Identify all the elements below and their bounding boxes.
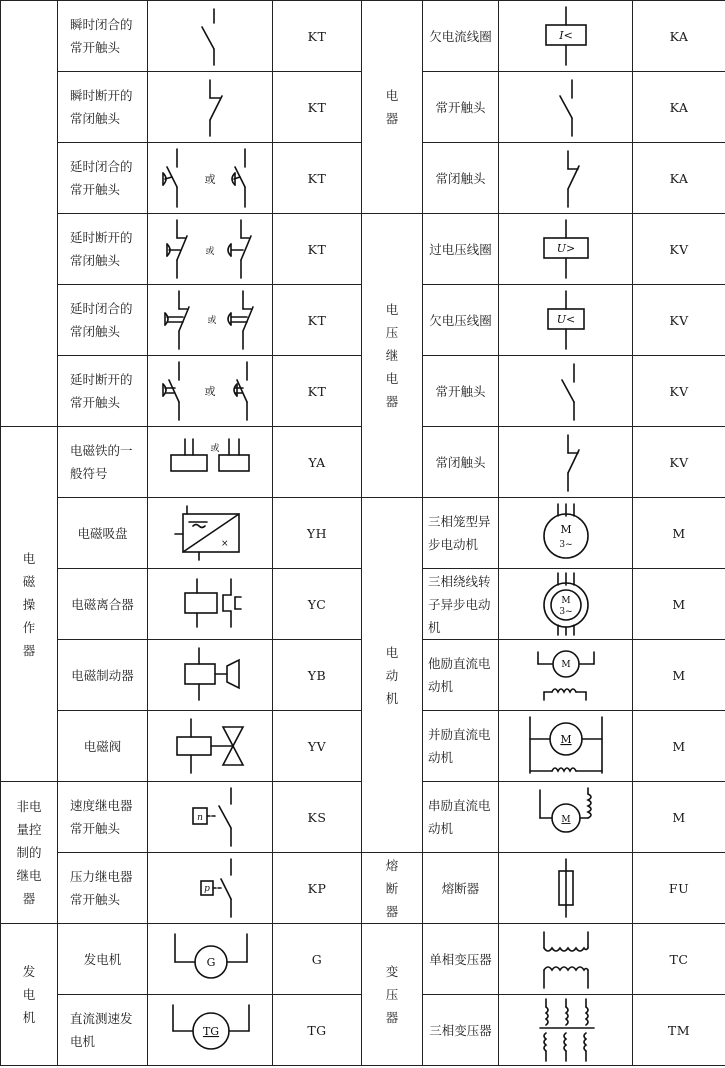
table-row [1,853,725,924]
fuse-icon [516,855,616,921]
table-row [1,924,725,995]
delay-close-nc-contact-icon [155,287,265,353]
symbol-cell [148,498,273,569]
symbol-name: 三相变压器 [423,995,499,1066]
symbol-name: 直流测速发电机 [58,995,148,1066]
single-phase-transformer-icon [516,926,616,992]
nc-contact-icon [516,145,616,211]
overvoltage-coil-icon [516,216,616,282]
symbol-cell [499,72,633,143]
symbol-code: TG [273,995,362,1066]
symbol-code: YV [273,711,362,782]
relay-mark: p [204,884,210,894]
symbol-code: KT [273,143,362,214]
symbol-code: KV [633,356,725,427]
generator-mark: G [206,956,216,969]
delay-open-nc-contact-icon [155,216,265,282]
symbol-cell [499,640,633,711]
category-transformers: 变压器 [362,924,423,1066]
symbol-code: KV [633,427,725,498]
symbol-name: 速度继电器常开触头 [58,782,148,853]
symbol-code: KV [633,214,725,285]
symbol-code: YB [273,640,362,711]
symbol-name: 欠电流线圈 [423,1,499,72]
category-motors: 电动机 [362,498,423,853]
symbol-name: 欠电压线圈 [423,285,499,356]
category-electromagnetic-actuators: 电磁操作器 [1,427,58,782]
symbol-code: KA [633,72,725,143]
generator-icon [155,926,265,992]
symbol-cell [499,427,633,498]
symbol-name: 常闭触头 [423,427,499,498]
motor-mark: M [560,815,571,825]
symbol-name: 电磁吸盘 [58,498,148,569]
symbol-cell [499,782,633,853]
or-label: 或 [205,247,215,257]
symbol-name: 电磁阀 [58,711,148,782]
table-row [1,498,725,569]
category-fuse: 熔断器 [362,853,423,924]
symbol-name: 单相变压器 [423,924,499,995]
separately-excited-motor-icon [516,642,616,708]
symbol-name: 三相绕线转子异步电动机 [423,569,499,640]
symbol-code: KT [273,72,362,143]
symbol-name: 常闭触头 [423,143,499,214]
symbol-cell [499,285,633,356]
symbol-code: M [633,498,725,569]
magnetic-chuck-icon [155,500,265,566]
undervoltage-coil-icon [516,287,616,353]
symbol-code: G [273,924,362,995]
symbol-cell [499,924,633,995]
table-row [1,1,725,72]
speed-relay-contact-icon [155,784,265,850]
symbol-cell [148,356,273,427]
pressure-relay-contact-icon [155,855,265,921]
symbol-name: 电磁离合器 [58,569,148,640]
dc-tachogenerator-icon [155,997,265,1063]
symbol-name: 他励直流电动机 [423,640,499,711]
no-contact-icon [516,74,616,140]
no-contact-icon [516,358,616,424]
or-label: 或 [210,444,220,454]
symbol-code: KT [273,214,362,285]
category-voltage-relay: 电压继电器 [362,214,423,498]
symbol-cell [148,1,273,72]
solenoid-valve-icon [155,713,265,779]
shunt-motor-icon [516,713,616,779]
symbol-cell [148,924,273,995]
symbol-code: M [633,569,725,640]
wound-rotor-motor-icon [516,571,616,637]
symbol-cell [499,711,633,782]
motor-mark: M [560,660,571,670]
symbol-name: 常开触头 [423,72,499,143]
or-label: 或 [204,385,216,398]
motor-phase-mark: 3~ [558,540,573,550]
instant-close-no-contact-icon [180,3,240,69]
symbol-cell [148,72,273,143]
nc-contact-icon [516,429,616,495]
delay-open-no-contact-icon [155,358,265,424]
category-nonelectric-relays: 非电量控制的继电器 [1,782,58,924]
symbol-code: TM [633,995,725,1066]
symbol-code: KS [273,782,362,853]
coil-mark: U< [556,313,575,326]
squirrel-cage-motor-icon [516,500,616,566]
coil-mark: I< [558,29,573,42]
symbol-name: 压力继电器常开触头 [58,853,148,924]
symbol-code: KT [273,285,362,356]
symbol-cell [148,995,273,1066]
symbol-code: KP [273,853,362,924]
symbol-code: FU [633,853,725,924]
symbol-name: 三相笼型异步电动机 [423,498,499,569]
symbol-name: 常开触头 [423,356,499,427]
electromagnet-icon [155,429,265,495]
symbol-code: KA [633,143,725,214]
symbol-code: KV [633,285,725,356]
symbol-cell [148,640,273,711]
symbol-name: 延时断开的常开触头 [58,356,148,427]
symbol-name: 延时闭合的常闭触头 [58,285,148,356]
symbol-cell [499,498,633,569]
symbol-code: YA [273,427,362,498]
symbol-cell [499,1,633,72]
instant-open-nc-contact-icon [180,74,240,140]
symbol-cell [499,143,633,214]
symbol-name: 瞬时断开的常闭触头 [58,72,148,143]
symbol-cell [148,711,273,782]
symbol-code: KT [273,1,362,72]
category-current-relay: 电器 [362,1,423,214]
symbol-cell [499,995,633,1066]
symbol-name: 并励直流电动机 [423,711,499,782]
symbol-cell [499,356,633,427]
symbol-cell [499,569,633,640]
three-phase-transformer-icon [516,997,616,1063]
or-label: 或 [207,316,217,326]
series-motor-icon [516,784,616,850]
or-label: 或 [204,173,216,186]
magnetic-clutch-icon [155,571,265,637]
symbol-name: 熔断器 [423,853,499,924]
symbol-cell [148,427,273,498]
table-row [1,214,725,285]
symbol-cell [148,782,273,853]
symbol-cell [148,853,273,924]
symbol-cell [499,214,633,285]
symbol-cell [148,285,273,356]
motor-mark: M [560,596,571,606]
generator-mark: TG [202,1025,220,1038]
undercurrent-coil-icon [516,3,616,69]
symbol-name: 瞬时闭合的常开触头 [58,1,148,72]
symbol-name: 延时闭合的常开触头 [58,143,148,214]
symbol-cell [148,214,273,285]
relay-mark: n [197,813,203,823]
magnetic-brake-icon [155,642,265,708]
chuck-x-mark: × [221,539,229,549]
motor-mark: M [559,733,572,746]
symbol-code: YC [273,569,362,640]
category-timer-contacts [1,1,58,427]
symbol-name: 延时断开的常闭触头 [58,214,148,285]
symbol-code: KA [633,1,725,72]
symbol-cell [148,569,273,640]
symbol-code: YH [273,498,362,569]
symbol-name: 电磁铁的一般符号 [58,427,148,498]
symbol-code: M [633,640,725,711]
symbol-cell [499,853,633,924]
symbol-cell [148,143,273,214]
symbol-code: M [633,711,725,782]
symbol-code: M [633,782,725,853]
motor-mark: M [559,523,572,536]
symbol-code: KT [273,356,362,427]
symbol-name: 电磁制动器 [58,640,148,711]
symbol-code: TC [633,924,725,995]
symbol-name: 串励直流电动机 [423,782,499,853]
delay-close-no-contact-icon [155,145,265,211]
symbol-name: 发电机 [58,924,148,995]
symbol-name: 过电压线圈 [423,214,499,285]
motor-phase-mark: 3~ [558,607,573,617]
coil-mark: U> [556,242,575,255]
category-generators: 发电机 [1,924,58,1066]
